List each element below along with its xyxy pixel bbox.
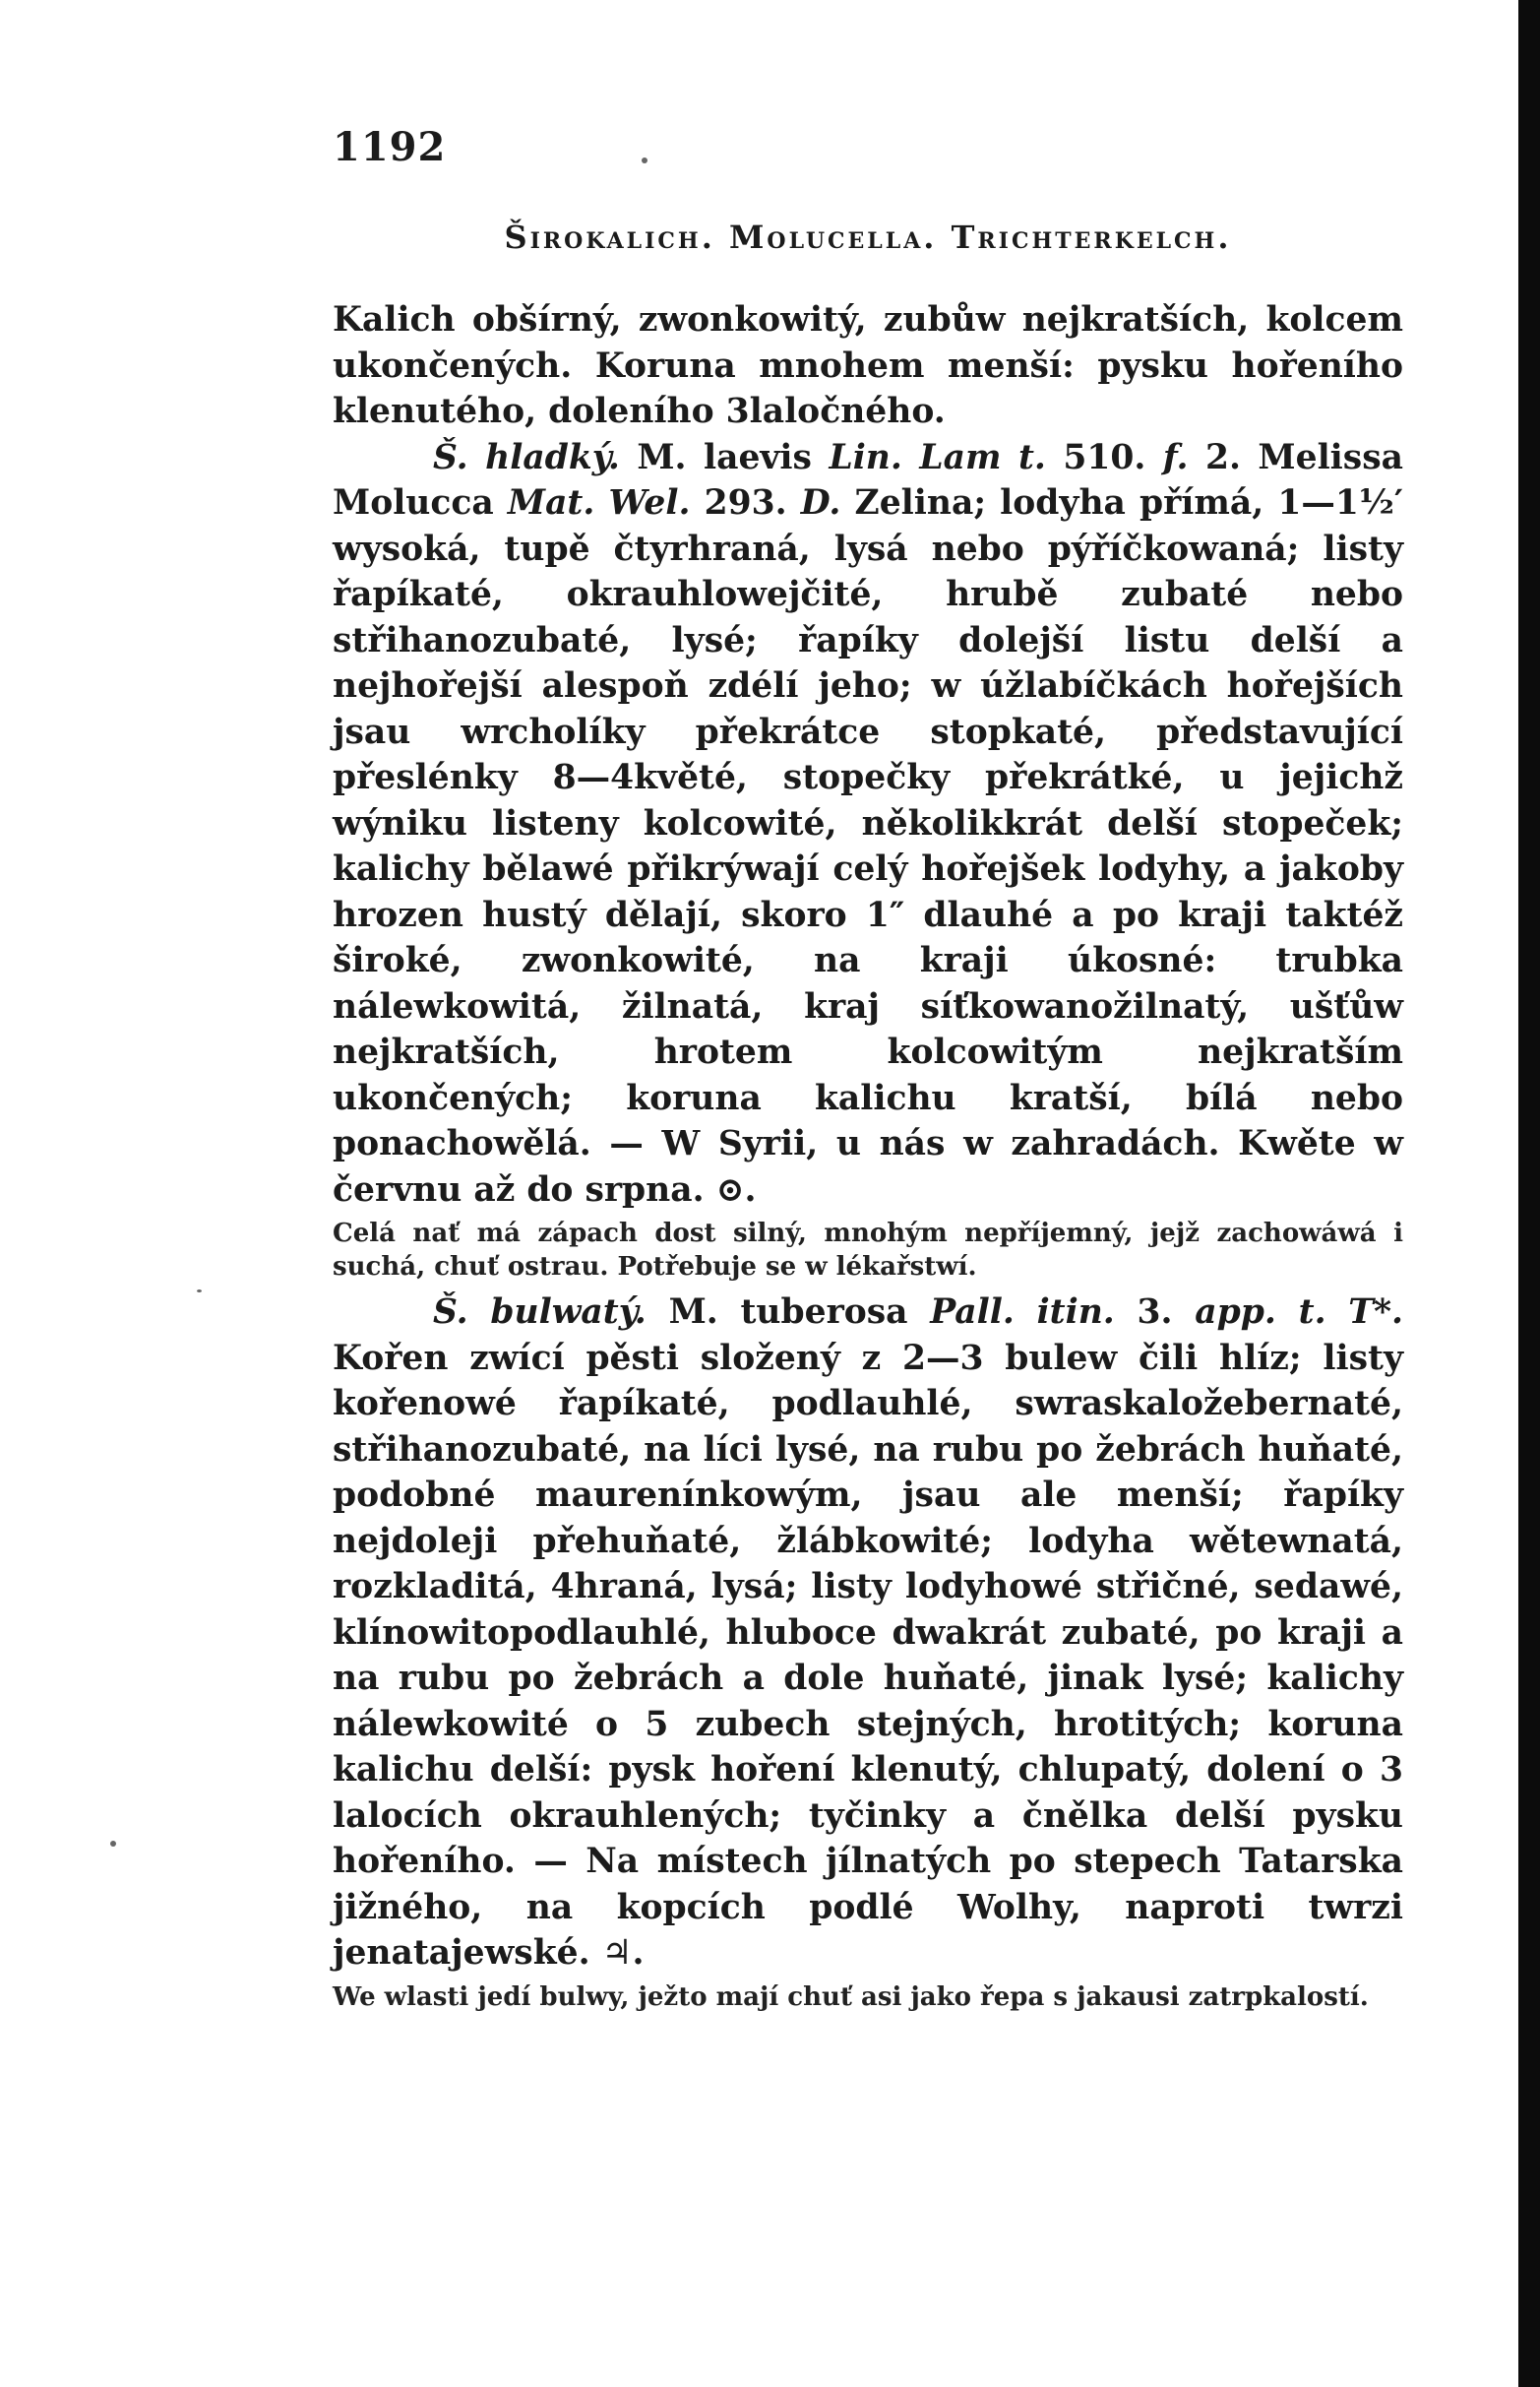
species-description: Kořen zwící pěsti složený z 2—3 bulew čili hlíz; listy kořenowé řapíkaté, podlauhlé, swraskaložebernaté, střihanozubaté, na líci lysé, na rubu po žebrách huňaté, podobné maurenínkowým, jsau ale menší; řapíky nejdoleji přehuňaté, žlábkowité; lodyha wětewnatá, rozkladitá, 4hraná, lysá; listy lodyhowé střičné, sedawé, klínowitopodlauhlé, hluboce dwakrát zubaté, po kraji a na rubu po žebrách a dole huňaté, jinak lysé; kalichy nálewkowité o 5 zubech stejných, hrotitých; koruna kalichu delší: pysk hoření klenutý, chlupatý, dolení o 3 lalocích okrauhlených; tyčinky a čnělka delší pysku hořeního. — Na místech jílnatých po stepech Tatarska jižného, na kopcích podlé Wolhy, naproti twrzi jenatajewské. ♃. bbox=[333, 1338, 1403, 1973]
species-name: Š. bulwatý. bbox=[433, 1292, 647, 1332]
genus-description: Kalich obšírný, zwonkowitý, zubůw nejkratších, kolcem ukončených. Koruna mnohem menší: pysku hořeního klenutého, doleního 3laločného. bbox=[333, 300, 1403, 431]
species-description: Zelina; lodyha přímá, 1—1½′ wysoká, tupě čtyrhraná, lysá nebo pýříčkowaná; listy řapíkaté, okrauhlowejčité, hrubě zubaté nebo střihanozubaté, lysé; řapíky dolejší listu delší a nejhořejší alespoň zdélí jeho; w úžlabíčkách hořejších jsau wrcholíky překrátce stopkaté, představující přeslénky 8—4květé, stopečky překrátké, u jejichž wýniku listeny kolcowité, několikkrát delší stopeček; kalichy bělawé přikrýwají celý hořejšek lodyhy, a jakoby hrozen hustý dělají, skoro 1″ dlauhé a po kraji taktéž široké, zwonkowité, na kraji úkosné: trubka nálewkowitá, žilnatá, kraj síťkowanožilnatý, ušťůw nejkratších, hrotem kolcowitým nejkratším ukončených; koruna kalichu kratší, bílá nebo ponachowělá. — W Syrii, u nás w zahradách. Kwěte w červnu až do srpna. ⊙. bbox=[333, 483, 1403, 1210]
species-name: Š. hladký. bbox=[433, 437, 620, 477]
page-edge-shadow bbox=[1518, 0, 1540, 2387]
species-synonyms: M. laevis Lin. Lam t. 510. f. 2. Melissa Molucca Mat. Wel. 293. D. bbox=[333, 437, 1403, 523]
page-number: 1192 bbox=[333, 124, 447, 170]
species-entry-bulwaty bbox=[333, 1289, 1403, 1977]
running-head: Širokalich. Molucella. Trichterkelch. bbox=[504, 219, 1232, 256]
species-note: We wlasti jedí bulwy, ježto mají chuť asi jako řepa s jakausi zatrpkalostí. bbox=[333, 1981, 1369, 2012]
species-note: Celá nať má zápach dost silný, mnohým nepříjemný, jejž zachowáwá i suchá, chuť ostrau. Potřebuje se w lékařstwí. bbox=[333, 1219, 1403, 1282]
print-speck bbox=[110, 1841, 116, 1847]
species-entry-hladky bbox=[333, 435, 1403, 1214]
page-text bbox=[333, 124, 1404, 2020]
species-synonyms: M. tuberosa Pall. itin. 3. app. t. T*. bbox=[668, 1292, 1404, 1332]
print-speck bbox=[197, 1289, 202, 1292]
